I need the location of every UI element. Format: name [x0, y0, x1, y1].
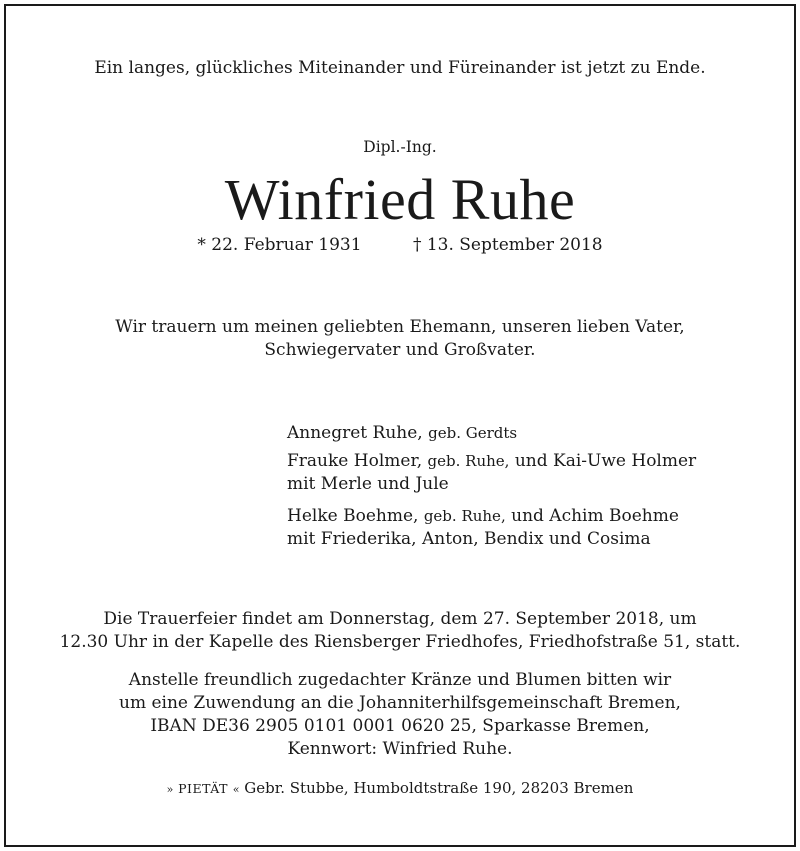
opening-line: Ein langes, glückliches Miteinander und Füreinander ist jetzt zu Ende. [94, 58, 706, 78]
donation-line-3: IBAN DE36 2905 0101 0001 0620 25, Sparkasse Bremen, [150, 716, 650, 736]
funeral-home-address: Gebr. Stubbe, Humboldtstraße 190, 28203 Bremen [244, 779, 634, 797]
birth-date: * 22. Februar 1931 [197, 235, 362, 255]
open-quote: » [166, 783, 174, 796]
death-date: † 13. September 2018 [412, 235, 603, 255]
funeral-home-footer [0, 778, 800, 800]
funeral-line-1: Die Trauerfeier findet am Donnerstag, dem 27. September 2018, um [103, 609, 697, 629]
family-member-maiden: geb. Gerdts [428, 424, 518, 442]
family-member-spouse: und Achim Boehme [511, 506, 679, 526]
life-dates [0, 235, 800, 255]
family-member-3-children: mit Friederika, Anton, Bendix und Cosima [287, 529, 651, 549]
donation-line-1: Anstelle freundlich zugedachter Kränze und Blumen bitten wir [128, 670, 672, 690]
close-quote: « [232, 783, 240, 796]
mourning-line-1: Wir trauern um meinen geliebten Ehemann, unseren lieben Vater, [115, 317, 685, 337]
academic-title: Dipl.-Ing. [363, 138, 437, 156]
family-member-3 [287, 506, 767, 526]
mourning-line-2: Schwiegervater und Großvater. [264, 340, 536, 360]
family-member-spouse: und Kai-Uwe Holmer [514, 451, 697, 471]
family-member-2-children: mit Merle und Jule [287, 474, 449, 494]
donation-line-4: Kennwort: Winfried Ruhe. [287, 739, 513, 759]
family-member-maiden: geb. Ruhe, [427, 452, 510, 470]
family-member-2 [287, 451, 767, 471]
family-member-name: Frauke Holmer, [287, 451, 423, 471]
family-member-maiden: geb. Ruhe, [423, 507, 506, 525]
deceased-name: Winfried Ruhe [224, 167, 576, 232]
family-member-1 [287, 423, 767, 443]
family-member-name: Annegret Ruhe, [287, 423, 423, 443]
funeral-line-2: 12.30 Uhr in der Kapelle des Riensberger Friedhofes, Friedhofstraße 51, statt. [59, 632, 741, 652]
funeral-home-brand: PIETÄT [178, 781, 228, 796]
donation-line-2: um eine Zuwendung an die Johanniterhilfsgemeinschaft Bremen, [119, 693, 681, 713]
family-member-name: Helke Boehme, [287, 506, 419, 526]
